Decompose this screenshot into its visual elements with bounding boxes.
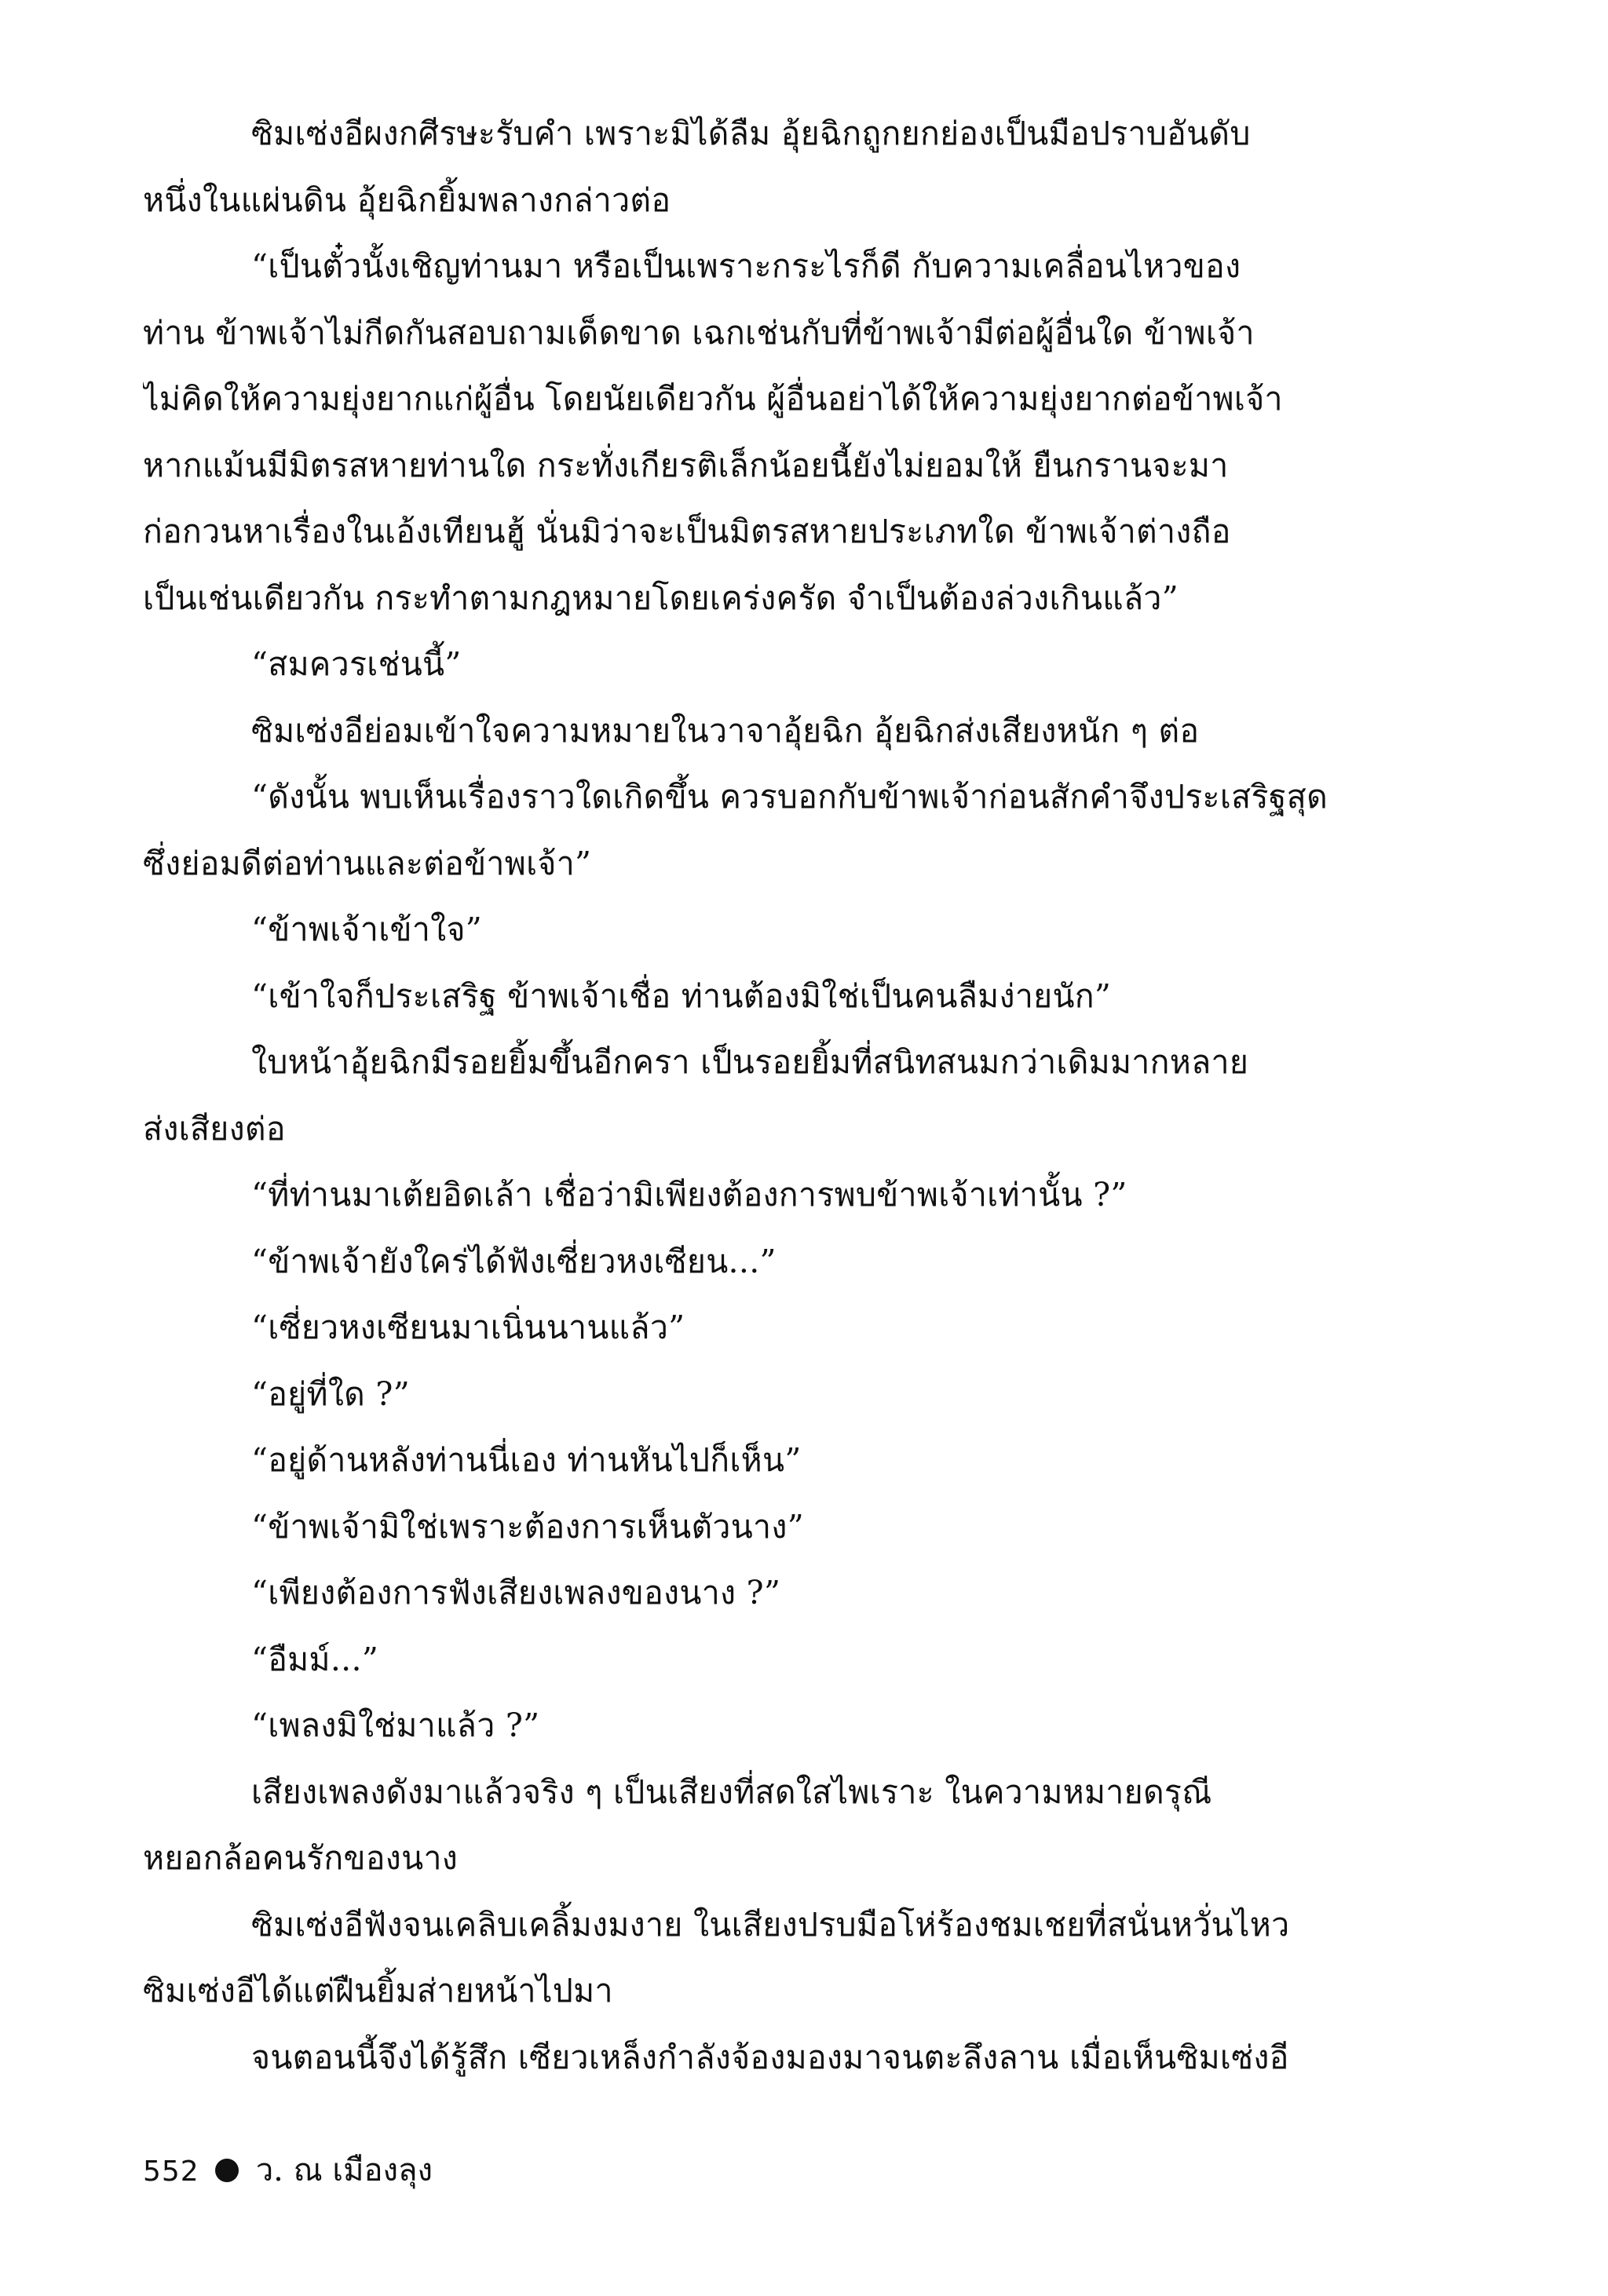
text-line: ซึ่งย่อมดีต่อท่านและต่อข้าพเจ้า”	[143, 844, 592, 882]
text-line: หยอกล้อคนรักของนาง	[143, 1839, 459, 1877]
text-line: ไม่คิดให้ความยุ่งยากแก่ผู้อื่น โดยนัยเดียวกัน ผู้อื่นอย่าได้ให้ความยุ่งยากต่อข้าพเจ้า	[143, 380, 1283, 418]
text-line: ส่งเสียงต่อ	[143, 1109, 286, 1148]
text-line: “ข้าพเจ้ามิใช่เพราะต้องการเห็นตัวนาง”	[251, 1507, 804, 1546]
text-line: “เข้าใจก็ประเสริฐ ข้าพเจ้าเชื่อ ท่านต้องมิใช่เป็นคนลืมง่ายนัก”	[251, 976, 1112, 1015]
text-line: ก่อกวนหาเรื่องในเอ้งเทียนฮู้ นั่นมิว่าจะเป็นมิตรสหายประเภทใด ข้าพเจ้าต่างถือ	[143, 513, 1231, 550]
text-line: หากแม้นมีมิตรสหายท่านใด กระทั่งเกียรติเล็กน้อยนี้ยังไม่ยอมให้ ยืนกรานจะมา	[143, 446, 1229, 484]
text-line: เป็นเช่นเดียวกัน กระทำตามกฎหมายโดยเคร่งครัด จำเป็นต้องล่วงเกินแล้ว”	[143, 579, 1179, 617]
page-number: 552	[143, 2155, 199, 2188]
text-line: หนึ่งในแผ่นดิน อุ้ยฉิกยิ้มพลางกล่าวต่อ	[143, 181, 671, 219]
text-line: “เซี่ยวหงเซียนมาเนิ่นนานแล้ว”	[251, 1309, 685, 1346]
text-line: “ที่ท่านมาเต้ยอิดเล้า เชื่อว่ามิเพียงต้องการพบข้าพเจ้าเท่านั้น ?”	[251, 1176, 1127, 1214]
text-line: “อยู่ที่ใด ?”	[251, 1374, 410, 1413]
text-line: ซิมเซ่งอีได้แต่ฝืนยิ้มส่ายหน้าไปมา	[143, 1972, 613, 2009]
text-line: “อืมม์...”	[251, 1640, 379, 1678]
text-line: “ข้าพเจ้าเข้าใจ”	[251, 911, 483, 948]
bullet-icon	[215, 2159, 239, 2182]
author-name: ว. ณ เมืองลุง	[255, 2152, 433, 2188]
text-line: “เพลงมิใช่มาแล้ว ?”	[251, 1706, 540, 1744]
text-line: ใบหน้าอุ้ยฉิกมีรอยยิ้มขึ้นอีกครา เป็นรอยยิ้มที่สนิทสนมกว่าเดิมมากหลาย	[251, 1043, 1249, 1081]
text-line: “อยู่ด้านหลังท่านนี่เอง ท่านหันไปก็เห็น”	[251, 1441, 802, 1479]
text-line: “ดังนั้น พบเห็นเรื่องราวใดเกิดขึ้น ควรบอกกับข้าพเจ้าก่อนสักคำจึงประเสริฐสุด	[251, 778, 1328, 816]
text-line: “เป็นตั๋วนั้งเชิญท่านมา หรือเป็นเพราะกระไรก็ดี กับความเคลื่อนไหวของ	[251, 247, 1241, 285]
text-line: “ข้าพเจ้ายังใคร่ได้ฟังเซี่ยวหงเซียน...”	[251, 1242, 777, 1280]
text-line: ซิมเซ่งอีย่อมเข้าใจความหมายในวาจาอุ้ยฉิก อุ้ยฉิกส่งเสียงหนัก ๆ ต่อ	[251, 711, 1200, 750]
text-line: ท่าน ข้าพเจ้าไม่กีดกันสอบถามเด็ดขาด เฉกเช่นกับที่ข้าพเจ้ามีต่อผู้อื่นใด ข้าพเจ้า	[143, 313, 1255, 352]
body-text	[143, 100, 1470, 2090]
text-line: เสียงเพลงดังมาแล้วจริง ๆ เป็นเสียงที่สดใสไพเราะ ในความหมายดรุณี	[251, 1772, 1212, 1811]
text-line: จนตอนนี้จึงได้รู้สึก เซียวเหล็งกำลังจ้องมองมาจนตะลึงลาน เมื่อเห็นซิมเซ่งอี	[251, 2038, 1289, 2076]
text-line: ซิมเซ่งอีผงกศีรษะรับคำ เพราะมิได้ลืม อุ้ยฉิกถูกยกย่องเป็นมือปราบอันดับ	[251, 115, 1251, 152]
page-footer	[143, 2143, 433, 2198]
text-line: ซิมเซ่งอีฟังจนเคลิบเคลิ้มงมงาย ในเสียงปรบมือโห่ร้องชมเชยที่สนั่นหวั่นไหว	[251, 1905, 1290, 1944]
text-line: “เพียงต้องการฟังเสียงเพลงของนาง ?”	[251, 1574, 781, 1612]
text-line: “สมควรเช่นนี้”	[251, 645, 462, 683]
